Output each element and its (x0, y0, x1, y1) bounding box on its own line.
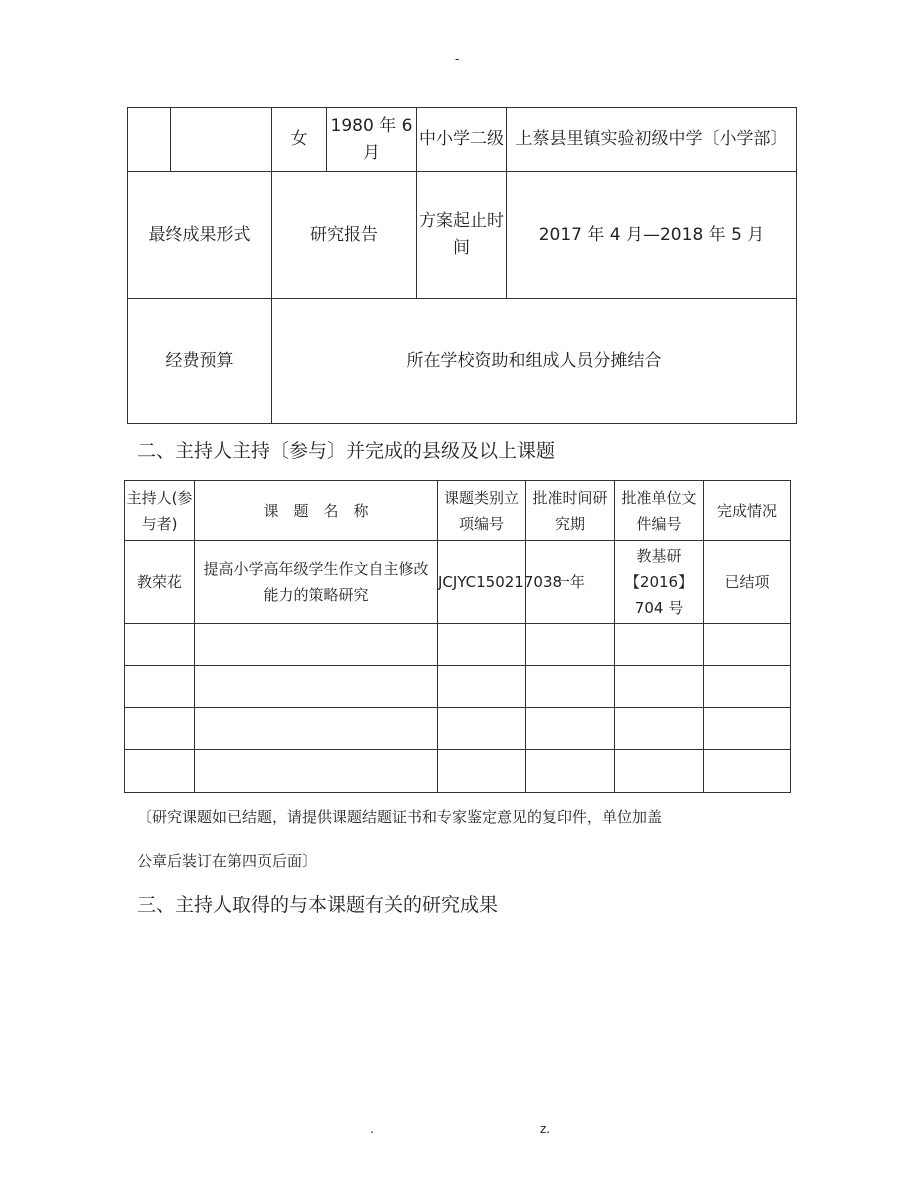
row-host: 教荣花 (125, 541, 195, 624)
section2-heading: 二、主持人主持〔参与〕并完成的县级及以上课题 (137, 440, 556, 462)
section3-heading: 三、主持人取得的与本课题有关的研究成果 (137, 894, 499, 916)
budget-label: 经费预算 (128, 299, 272, 424)
header-period: 批准时间研究期 (526, 481, 615, 541)
empty-cell (171, 108, 272, 172)
budget-value: 所在学校资助和组成人员分摊结合 (272, 299, 797, 424)
row-host (125, 708, 195, 750)
note-line-2: 公章后装订在第四页后面〕 (137, 852, 318, 870)
note-line-1: 〔研究课题如已结题，请提供课题结题证书和专家鉴定意见的复印件，单位加盖 (137, 808, 663, 826)
row-name: 提高小学高年级学生作文自主修改能力的策略研究 (195, 541, 438, 624)
header-name: 课 题 名 称 (195, 481, 438, 541)
row-category (438, 624, 526, 666)
row-unit (615, 708, 704, 750)
row-period (526, 624, 615, 666)
row-status (704, 666, 791, 708)
table-row (125, 750, 791, 793)
row-name (195, 750, 438, 793)
info-table (127, 107, 797, 424)
row-host (125, 750, 195, 793)
result-form-label: 最终成果形式 (128, 172, 272, 299)
title-cell: 中小学二级 (417, 108, 507, 172)
row-name (195, 624, 438, 666)
table-row (125, 541, 791, 624)
row-period (526, 708, 615, 750)
table-row (125, 624, 791, 666)
gender-cell: 女 (272, 108, 327, 172)
footer-right-mark: z. (540, 1122, 551, 1136)
projects-header-row (125, 481, 791, 541)
row-unit (615, 624, 704, 666)
row-host (125, 624, 195, 666)
footer-left-mark: . (370, 1122, 374, 1136)
projects-table (124, 480, 791, 793)
birth-cell: 1980 年 6 月 (327, 108, 417, 172)
empty-cell (128, 108, 171, 172)
info-row-personal (128, 108, 797, 172)
row-unit (615, 666, 704, 708)
table-row (125, 708, 791, 750)
row-status: 已结项 (704, 541, 791, 624)
row-period: 一年 (526, 541, 615, 624)
row-name (195, 708, 438, 750)
row-period (526, 666, 615, 708)
header-status: 完成情况 (704, 481, 791, 541)
info-row-budget (128, 299, 797, 424)
header-category: 课题类别立项编号 (438, 481, 526, 541)
row-category: JCJYC150217038 (438, 541, 526, 624)
header-unit: 批准单位文件编号 (615, 481, 704, 541)
row-unit: 教基研【2016】704 号 (615, 541, 704, 624)
row-status (704, 624, 791, 666)
row-category (438, 708, 526, 750)
row-name (195, 666, 438, 708)
table-row (125, 666, 791, 708)
result-form-value: 研究报告 (272, 172, 417, 299)
row-category (438, 666, 526, 708)
row-category (438, 750, 526, 793)
row-status (704, 750, 791, 793)
plan-time-value: 2017 年 4 月—2018 年 5 月 (507, 172, 797, 299)
row-host (125, 666, 195, 708)
row-unit (615, 750, 704, 793)
row-status (704, 708, 791, 750)
info-row-result (128, 172, 797, 299)
header-host: 主持人(参与者) (125, 481, 195, 541)
school-cell: 上蔡县里镇实验初级中学〔小学部〕 (507, 108, 797, 172)
plan-time-label: 方案起止时间 (417, 172, 507, 299)
page-top-mark: - (455, 52, 460, 66)
row-period (526, 750, 615, 793)
